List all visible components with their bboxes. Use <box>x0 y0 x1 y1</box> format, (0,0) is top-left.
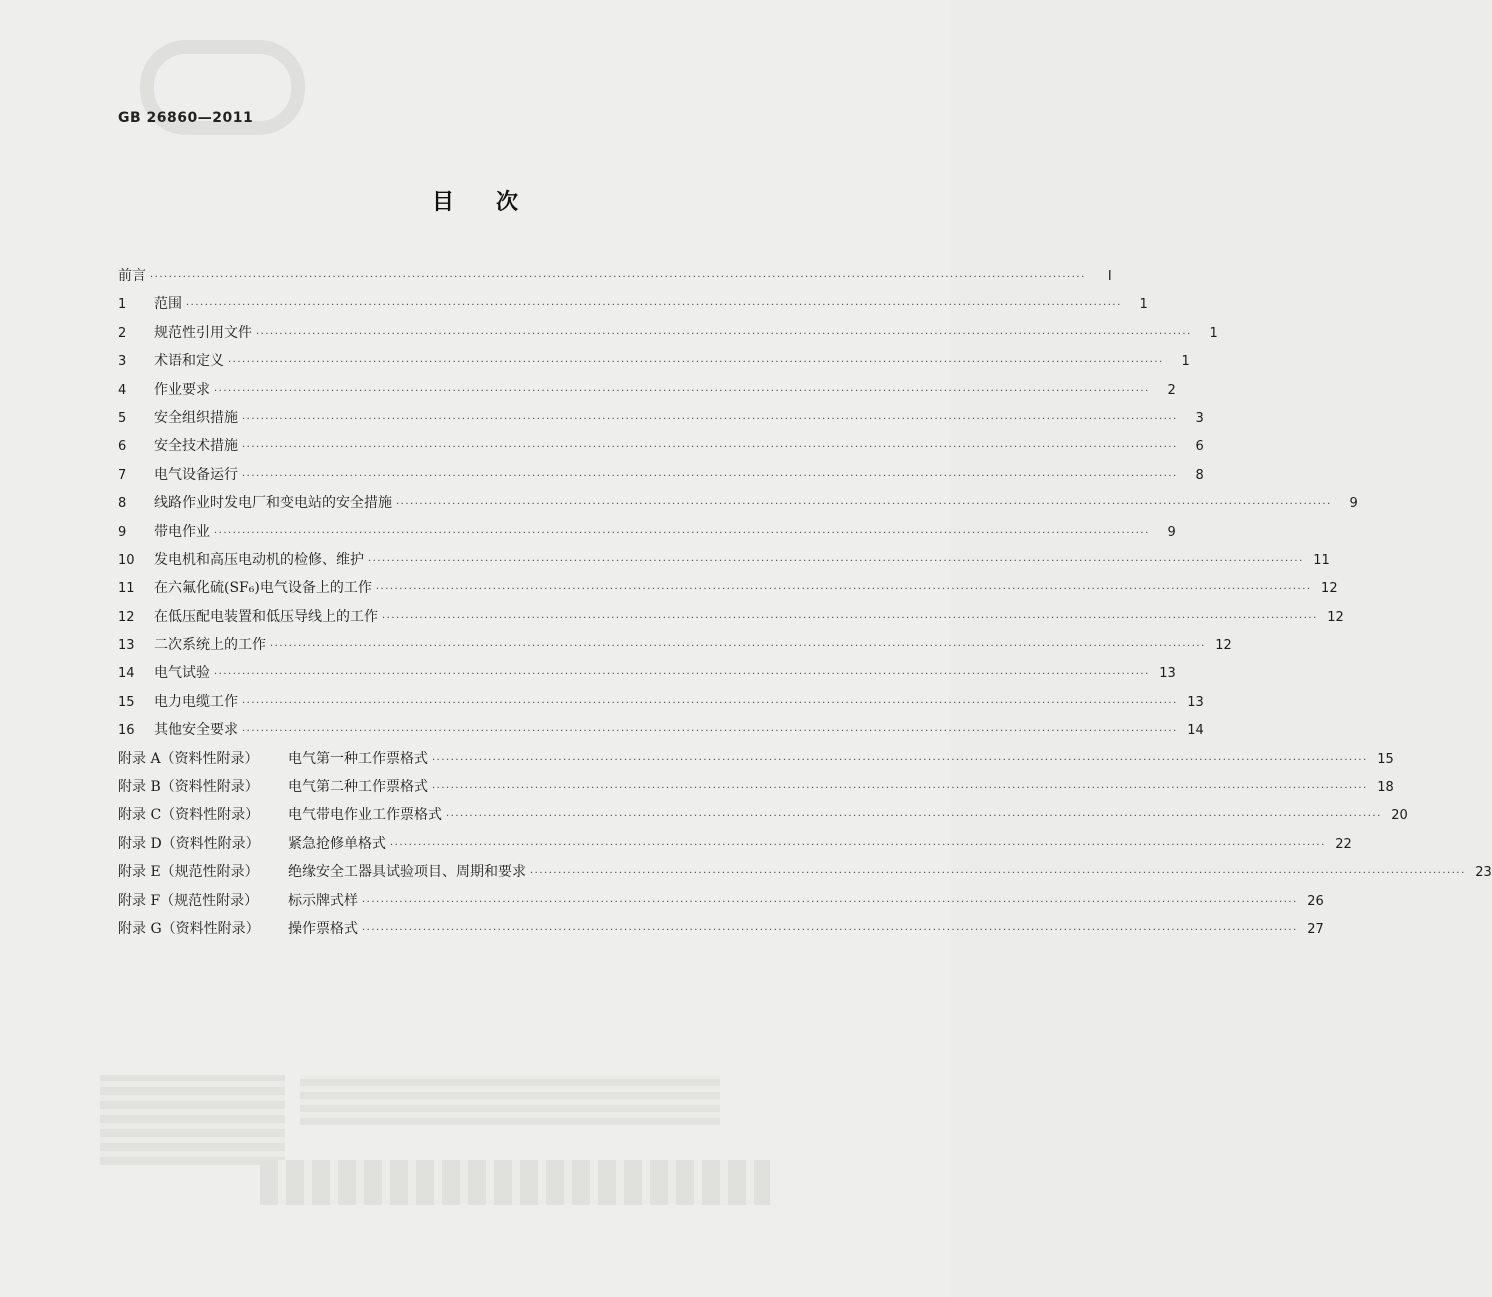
appendix-prefix: 附录 G（资料性附录） <box>118 920 260 937</box>
toc-entry[interactable] <box>118 489 1358 517</box>
appendix-page: 15 <box>1377 751 1394 767</box>
toc-entry-label: 术语和定义 <box>154 353 224 370</box>
toc-entry-number: 12 <box>118 609 135 625</box>
toc-entry[interactable] <box>118 376 1176 404</box>
toc-entry-label: 在低压配电装置和低压导线上的工作 <box>154 608 378 625</box>
bleed-through-mark <box>260 1160 770 1205</box>
toc-leader-dots: ········································································································································································································ <box>390 839 1326 851</box>
toc-entry-label: 安全技术措施 <box>154 438 238 455</box>
toc-entry-label: 前言 <box>118 268 146 284</box>
toc-entry-number: 16 <box>118 723 135 739</box>
toc-entry-label: 规范性引用文件 <box>154 324 252 341</box>
toc-entry-page: Ⅰ <box>1107 269 1112 284</box>
toc-entry-page: 1 <box>1181 354 1190 370</box>
toc-entry-label: 在六氟化硫(SF₆)电气设备上的工作 <box>154 580 372 597</box>
toc-entry[interactable] <box>118 262 1112 290</box>
toc-leader-dots: ········································································································································································································ <box>242 442 1178 454</box>
toc-entry-number: 9 <box>118 524 127 540</box>
toc-leader-dots: ········································································································································································································ <box>382 612 1318 624</box>
toc-entry-page: 9 <box>1349 496 1358 512</box>
appendix-label: 操作票格式 <box>288 920 358 937</box>
appendix-label: 电气第二种工作票格式 <box>288 779 428 796</box>
toc-leader-dots: ········································································································································································································ <box>270 641 1206 653</box>
toc-entry-number: 7 <box>118 467 127 483</box>
toc-entry[interactable] <box>118 319 1218 347</box>
appendix-label: 标示牌式样 <box>288 892 358 909</box>
appendix-page: 23 <box>1475 865 1492 881</box>
toc-leader-dots: ········································································································································································································ <box>368 555 1304 567</box>
bleed-through-mark <box>100 1075 285 1165</box>
toc-entry[interactable] <box>118 716 1204 744</box>
toc-entry[interactable] <box>118 631 1232 659</box>
toc-entry-label: 范围 <box>154 296 182 313</box>
toc-leader-dots: ········································································································································································································ <box>432 754 1368 766</box>
toc-appendix-entry[interactable] <box>118 915 1324 943</box>
appendix-prefix: 附录 F（规范性附录） <box>118 892 259 909</box>
toc-appendix-entry[interactable] <box>118 745 1394 773</box>
toc-appendix-entry[interactable] <box>118 887 1324 915</box>
appendix-prefix: 附录 E（规范性附录） <box>118 864 259 881</box>
toc-entry[interactable] <box>118 290 1148 318</box>
toc-entry-page: 12 <box>1215 638 1232 654</box>
toc-leader-dots: ········································································································································································································ <box>242 470 1178 482</box>
toc-appendix-entry[interactable] <box>118 830 1352 858</box>
toc-entry-number: 10 <box>118 552 135 568</box>
appendix-label: 紧急抢修单格式 <box>288 835 386 852</box>
toc-entry[interactable] <box>118 574 1338 602</box>
standard-code: GB 26860—2011 <box>118 110 254 126</box>
toc-entry-number: 6 <box>118 439 127 455</box>
toc-entry-number: 13 <box>118 638 135 654</box>
toc-entry-number: 3 <box>118 354 127 370</box>
toc-entry-label: 作业要求 <box>154 381 210 398</box>
toc-entry-label: 电力电缆工作 <box>154 693 238 710</box>
toc-leader-dots: ········································································································································································································ <box>214 385 1150 397</box>
toc-leader-dots: ········································································································································································································ <box>228 357 1164 369</box>
toc-entry[interactable] <box>118 404 1204 432</box>
appendix-label: 电气带电作业工作票格式 <box>288 807 442 824</box>
toc-entry-number: 14 <box>118 666 135 682</box>
appendix-prefix: 附录 B（资料性附录） <box>118 779 259 796</box>
toc-entry-label: 电气试验 <box>154 665 210 682</box>
toc-entry-label: 安全组织措施 <box>154 409 238 426</box>
toc-entry-page: 12 <box>1327 609 1344 625</box>
toc-entry-page: 9 <box>1167 524 1176 540</box>
toc-entry-page: 6 <box>1195 439 1204 455</box>
toc-entry-number: 1 <box>118 297 127 313</box>
appendix-page: 18 <box>1377 780 1394 796</box>
toc-appendix-entry[interactable] <box>118 801 1408 829</box>
toc-entry[interactable] <box>118 518 1176 546</box>
toc-entry[interactable] <box>118 432 1204 460</box>
toc-entry-page: 1 <box>1209 325 1218 341</box>
toc-entry-label: 线路作业时发电厂和变电站的安全措施 <box>154 495 392 512</box>
toc-entry-label: 发电机和高压电动机的检修、维护 <box>154 551 364 568</box>
toc-entry-page: 12 <box>1321 581 1338 597</box>
toc-leader-dots: ········································································································································································································ <box>530 868 1466 880</box>
toc-entry-page: 13 <box>1187 694 1204 710</box>
toc-leader-dots: ········································································································································································································ <box>214 527 1150 539</box>
toc-entry-page: 13 <box>1159 666 1176 682</box>
appendix-label: 绝缘安全工器具试验项目、周期和要求 <box>288 864 526 881</box>
toc-entry[interactable] <box>118 603 1344 631</box>
appendix-page: 27 <box>1307 921 1324 937</box>
toc-entry-page: 3 <box>1195 410 1204 426</box>
toc-entry[interactable] <box>118 546 1330 574</box>
toc-leader-dots: ········································································································································································································ <box>214 669 1150 681</box>
bleed-through-mark <box>300 1075 720 1125</box>
toc-entry-page: 1 <box>1139 297 1148 313</box>
toc-entry-number: 2 <box>118 325 127 341</box>
toc-entry-label: 二次系统上的工作 <box>154 637 266 654</box>
toc-entry-number: 4 <box>118 382 127 398</box>
toc-entry-label: 电气设备运行 <box>154 466 238 483</box>
toc-title-char: 次 <box>496 190 519 215</box>
toc-leader-dots: ········································································································································································································ <box>150 272 1086 283</box>
toc-leader-dots: ········································································································································································································ <box>242 697 1178 709</box>
toc-leader-dots: ········································································································································································································ <box>242 726 1178 738</box>
appendix-page: 20 <box>1391 808 1408 824</box>
toc-title-char: 目 <box>431 190 454 215</box>
toc-entry-number: 8 <box>118 496 127 512</box>
appendix-page: 26 <box>1307 893 1324 909</box>
toc-appendix-entry[interactable] <box>118 773 1394 801</box>
toc-leader-dots: ········································································································································································································ <box>375 584 1312 596</box>
toc-appendix-entry[interactable] <box>118 858 1492 886</box>
toc-entry-number: 15 <box>118 694 135 710</box>
appendix-label: 电气第一种工作票格式 <box>288 750 428 767</box>
toc-entry[interactable] <box>118 659 1176 687</box>
toc-leader-dots: ········································································································································································································ <box>186 300 1122 312</box>
toc-entry-label: 其他安全要求 <box>154 722 238 739</box>
toc-leader-dots: ········································································································································································································ <box>362 896 1298 908</box>
toc-entry-page: 2 <box>1167 382 1176 398</box>
toc-entry-number: 5 <box>118 410 127 426</box>
toc-entry[interactable] <box>118 347 1190 375</box>
toc-leader-dots: ········································································································································································································ <box>432 783 1368 795</box>
toc-leader-dots: ········································································································································································································ <box>362 924 1298 936</box>
toc-title <box>0 185 950 216</box>
toc-entry-number: 11 <box>118 581 135 597</box>
toc-entry[interactable] <box>118 688 1204 716</box>
appendix-prefix: 附录 A（资料性附录） <box>118 750 259 767</box>
toc-leader-dots: ········································································································································································································ <box>396 499 1332 511</box>
appendix-page: 22 <box>1335 836 1352 852</box>
toc-entry-label: 带电作业 <box>154 523 210 540</box>
toc-leader-dots: ········································································································································································································ <box>446 811 1382 823</box>
appendix-prefix: 附录 C（资料性附录） <box>118 807 260 824</box>
table-of-contents <box>118 262 1492 943</box>
toc-entry[interactable] <box>118 461 1204 489</box>
toc-leader-dots: ········································································································································································································ <box>242 413 1178 425</box>
appendix-prefix: 附录 D（资料性附录） <box>118 835 260 852</box>
toc-leader-dots: ········································································································································································································ <box>256 328 1192 340</box>
toc-entry-page: 11 <box>1313 552 1330 568</box>
toc-entry-page: 8 <box>1195 467 1204 483</box>
toc-entry-page: 14 <box>1187 723 1204 739</box>
